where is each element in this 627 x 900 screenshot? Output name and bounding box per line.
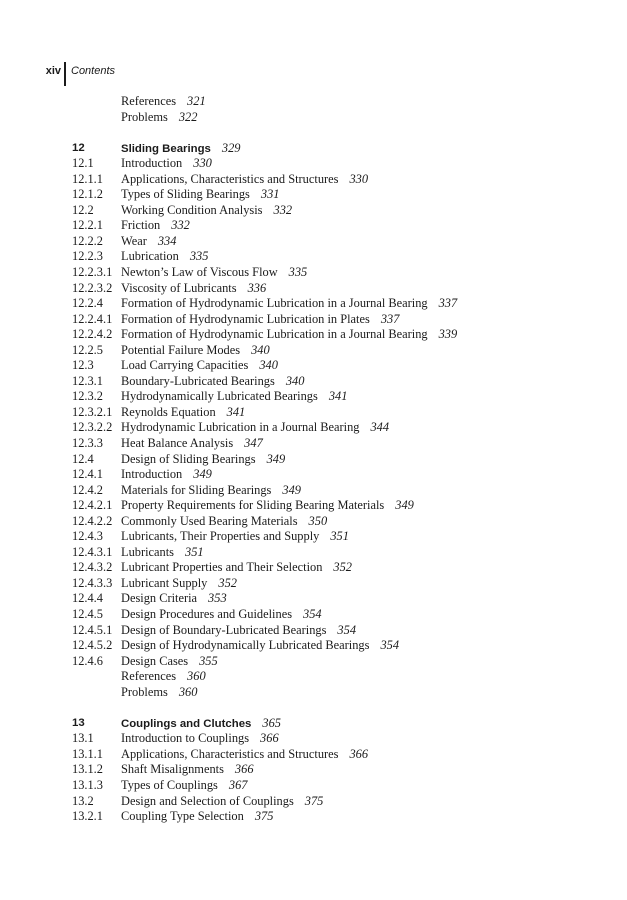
toc-entry-text — [121, 94, 206, 110]
toc-entry-text — [121, 389, 347, 405]
toc-entry-number: 12.3 — [72, 358, 94, 373]
toc-entry[interactable] — [72, 203, 612, 219]
toc-entry-page: 340 — [285, 373, 305, 388]
running-title: Contents — [71, 65, 116, 77]
toc-entry-page: 354 — [303, 607, 322, 621]
toc-entry-text — [121, 576, 237, 592]
toc-entry-number: 12.3.2 — [72, 389, 103, 404]
toc-entry-page: 337 — [380, 311, 400, 326]
toc-entry[interactable] — [72, 591, 612, 607]
toc-entry-number: 12.3.2.2 — [72, 420, 113, 435]
page-header — [0, 62, 627, 86]
toc-entry-title: References — [121, 94, 177, 108]
toc-entry-number: 12.3.3 — [72, 435, 103, 450]
toc-entry-title: Introduction to Couplings — [121, 731, 250, 746]
toc-entry-text — [121, 234, 176, 250]
toc-entry[interactable] — [72, 249, 612, 265]
toc-entry[interactable] — [72, 498, 612, 514]
toc-entry[interactable] — [72, 312, 612, 328]
toc-entry-text — [121, 187, 279, 203]
toc-entry[interactable] — [72, 545, 612, 561]
toc-entry-title: Lubricants, Their Properties and Supply — [121, 529, 320, 544]
toc-entry-page: 335 — [189, 249, 209, 264]
toc-entry-page: 341 — [226, 404, 246, 419]
toc-entry-text — [121, 607, 322, 623]
toc-entry-text — [121, 452, 285, 468]
toc-entry-page: 340 — [251, 342, 270, 357]
toc-entry-page: 337 — [438, 296, 458, 311]
toc-entry[interactable] — [72, 327, 612, 343]
toc-entry-title: Load Carrying Capacities — [121, 358, 249, 373]
toc-entry-page: 331 — [260, 187, 280, 202]
toc-entry-title: Sliding Bearings — [121, 142, 211, 155]
toc-entry-title: Design Cases — [121, 653, 189, 668]
toc-entry-title: Reynolds Equation — [121, 404, 216, 419]
toc-entry-number: 12.2.1 — [72, 218, 103, 233]
toc-entry-page: 375 — [254, 809, 274, 824]
toc-entry-number: 12.4.2 — [72, 482, 103, 497]
toc-entry-number: 12.4.5.2 — [72, 638, 113, 653]
toc-entry-title: Potential Failure Modes — [121, 342, 241, 357]
toc-entry-page: 322 — [178, 109, 198, 124]
toc-entry-title: Viscosity of Lubricants — [121, 280, 237, 295]
toc-entry-text — [121, 731, 279, 747]
toc-entry-text — [121, 436, 263, 452]
toc-entry[interactable] — [72, 576, 612, 592]
toc-entry-text — [121, 156, 212, 172]
toc-entry-page: 332 — [273, 202, 293, 217]
toc-entry[interactable] — [72, 560, 612, 576]
toc-entry-number: 13.2.1 — [72, 809, 103, 824]
toc-entry[interactable] — [72, 110, 612, 126]
toc-entry-text — [121, 343, 270, 359]
toc-entry-text — [121, 809, 273, 825]
toc-entry[interactable] — [72, 483, 612, 499]
toc-entry-text — [121, 467, 212, 483]
toc-entry-page: 344 — [370, 420, 390, 435]
toc-entry-title: Design of Sliding Bearings — [121, 451, 256, 466]
toc-entry-text — [121, 498, 414, 514]
toc-entry-page: 349 — [193, 467, 212, 482]
toc-entry-page: 353 — [208, 591, 227, 606]
toc-entry-title: Formation of Hydrodynamic Lubrication in a Journal Bearing — [121, 327, 428, 342]
toc-entry-title: References — [121, 669, 177, 684]
toc-chapter-heading[interactable] — [72, 141, 612, 157]
toc-entry-page: 354 — [337, 622, 357, 637]
toc-entry[interactable] — [72, 529, 612, 545]
toc-entry-title: Hydrodynamic Lubrication in a Journal Bearing — [121, 420, 360, 435]
toc-entry-text — [121, 685, 197, 701]
toc-entry-title: Types of Sliding Bearings — [121, 187, 250, 202]
toc-entry[interactable] — [72, 281, 612, 297]
toc-entry-number: 12.4 — [72, 451, 94, 466]
toc-entry-title: Design and Selection of Couplings — [121, 793, 294, 808]
toc-entry-text — [121, 762, 254, 778]
toc-entry-number: 12.3.2.1 — [72, 404, 113, 419]
toc-entry-number: 12.4.1 — [72, 467, 103, 482]
toc-entry-title: Lubrication — [121, 249, 179, 264]
toc-entry-number: 12.2 — [72, 202, 94, 217]
toc-entry-number: 12.1.2 — [72, 187, 103, 202]
toc-entry-number: 12.2.3.2 — [72, 280, 113, 295]
toc-entry-number: 12.4.3 — [72, 529, 103, 544]
toc-entry-title: Friction — [121, 218, 161, 233]
toc-entry-number: 12.2.3 — [72, 249, 103, 264]
toc-entry-text — [121, 327, 457, 343]
toc-entry-title: Formation of Hydrodynamic Lubrication in Plates — [121, 311, 370, 326]
toc-entry-number: 13 — [72, 716, 85, 729]
toc-entry-text — [121, 747, 368, 763]
toc-entry-page: 339 — [438, 327, 458, 342]
toc-entry-page: 351 — [185, 544, 204, 559]
toc-entry-text — [121, 312, 399, 328]
toc-entry-text — [121, 374, 304, 390]
toc-entry[interactable] — [72, 794, 612, 810]
toc-entry-title: Property Requirements for Sliding Bearing Materials — [121, 498, 385, 513]
toc-entry-text — [121, 545, 204, 561]
toc-entry-title: Lubricant Properties and Their Selection — [121, 560, 323, 575]
toc-entry-page: 334 — [157, 233, 177, 248]
toc-entry-number: 12.4.5.1 — [72, 622, 113, 637]
toc-entry-page: 375 — [304, 793, 324, 808]
toc-entry-number: 13.2 — [72, 793, 94, 808]
toc-entry-page: 341 — [328, 389, 348, 404]
toc-entry-text — [121, 669, 206, 685]
toc-entry-number: 12.2.2 — [72, 233, 103, 248]
toc-entry[interactable] — [72, 218, 612, 234]
toc-entry-title: Lubricants — [121, 544, 174, 559]
toc-entry[interactable] — [72, 669, 612, 685]
toc-entry-title: Heat Balance Analysis — [121, 435, 234, 450]
toc-entry-text — [121, 141, 240, 158]
toc-entry-page: 330 — [349, 171, 369, 186]
toc-entry[interactable] — [72, 94, 612, 110]
toc-entry-title: Design of Boundary-Lubricated Bearings — [121, 622, 327, 637]
toc-entry-title: Boundary-Lubricated Bearings — [121, 373, 275, 388]
toc-entry[interactable] — [72, 467, 612, 483]
toc-entry-number: 12.1.1 — [72, 171, 103, 186]
toc-entry[interactable] — [72, 296, 612, 312]
toc-entry-page: 365 — [262, 715, 281, 730]
toc-entry-text — [121, 405, 245, 421]
toc-entry-number: 12.2.3.1 — [72, 264, 113, 279]
toc-entry-title: Problems — [121, 109, 168, 124]
toc-entry-text — [121, 560, 352, 576]
toc-entry-title: Materials for Sliding Bearings — [121, 482, 272, 497]
toc-entry-page: 350 — [308, 513, 328, 528]
toc-entry-text — [121, 483, 301, 499]
toc-entry-page: 336 — [247, 280, 267, 295]
toc-entry-title: Lubricant Supply — [121, 575, 208, 590]
toc-entry[interactable] — [72, 514, 612, 530]
toc-entry-title: Design of Hydrodynamically Lubricated Bearings — [121, 638, 370, 653]
table-of-contents — [72, 94, 612, 825]
toc-entry-title: Applications, Characteristics and Structures — [121, 746, 339, 761]
toc-entry-text — [121, 529, 349, 545]
toc-entry[interactable] — [72, 638, 612, 654]
toc-entry-text — [121, 296, 457, 312]
toc-entry-page: 349 — [266, 451, 286, 466]
toc-entry-number: 13.1.3 — [72, 777, 103, 792]
toc-entry-page: 360 — [187, 669, 206, 684]
toc-entry[interactable] — [72, 607, 612, 623]
toc-entry-page: 351 — [330, 529, 349, 544]
toc-entry[interactable] — [72, 358, 612, 374]
toc-entry[interactable] — [72, 156, 612, 172]
toc-entry-page: 321 — [187, 94, 206, 108]
toc-entry-page: 366 — [234, 762, 254, 777]
toc-entry-title: Working Condition Analysis — [121, 202, 263, 217]
toc-entry-title: Applications, Characteristics and Structures — [121, 171, 339, 186]
toc-entry-text — [121, 623, 356, 639]
toc-entry-number: 13.1.1 — [72, 746, 103, 761]
toc-entry[interactable] — [72, 234, 612, 250]
toc-entry-text — [121, 420, 389, 436]
toc-entry-title: Coupling Type Selection — [121, 809, 244, 824]
toc-entry[interactable] — [72, 420, 612, 436]
toc-entry-text — [121, 203, 292, 219]
toc-entry-number: 12.2.5 — [72, 342, 103, 357]
toc-entry-text — [121, 794, 323, 810]
toc-entry-number: 12.2.4 — [72, 296, 103, 311]
toc-entry-number: 12 — [72, 141, 85, 154]
toc-entry-number: 12.4.3.2 — [72, 560, 113, 575]
toc-entry-number: 12.4.4 — [72, 591, 103, 606]
toc-entry-title: Problems — [121, 684, 168, 699]
toc-entry[interactable] — [72, 436, 612, 452]
toc-entry[interactable] — [72, 731, 612, 747]
toc-entry-title: Design Criteria — [121, 591, 198, 606]
toc-entry[interactable] — [72, 187, 612, 203]
toc-entry-page: 332 — [171, 218, 190, 233]
toc-entry-page: 367 — [228, 777, 248, 792]
toc-entry-page: 347 — [244, 435, 263, 450]
toc-entry-title: Types of Couplings — [121, 777, 218, 792]
toc-entry[interactable] — [72, 778, 612, 794]
toc-entry-text — [121, 716, 281, 733]
toc-entry-number: 12.4.2.2 — [72, 513, 113, 528]
toc-entry-page: 329 — [221, 140, 241, 155]
toc-entry-page: 352 — [218, 575, 237, 590]
toc-entry-page: 330 — [193, 156, 212, 171]
toc-entry-text — [121, 172, 368, 188]
toc-entry-text — [121, 591, 227, 607]
toc-entry-number: 12.3.1 — [72, 373, 103, 388]
toc-entry-number: 12.2.4.1 — [72, 311, 113, 326]
toc-entry-page: 360 — [178, 684, 198, 699]
toc-chapter-heading[interactable] — [72, 716, 612, 732]
header-divider — [64, 62, 66, 86]
toc-entry-text — [121, 265, 307, 281]
toc-entry-text — [121, 281, 266, 297]
toc-entry-text — [121, 249, 208, 265]
toc-entry-text — [121, 778, 247, 794]
toc-entry[interactable] — [72, 374, 612, 390]
toc-entry-title: Couplings and Clutches — [121, 717, 252, 730]
toc-entry-title: Introduction — [121, 156, 183, 171]
toc-entry[interactable] — [72, 654, 612, 670]
toc-entry[interactable] — [72, 343, 612, 359]
toc-entry-title: Introduction — [121, 467, 183, 482]
toc-entry[interactable] — [72, 685, 612, 701]
toc-entry[interactable] — [72, 405, 612, 421]
toc-entry-title: Formation of Hydrodynamic Lubrication in a Journal Bearing — [121, 296, 428, 311]
toc-entry-number: 12.4.5 — [72, 607, 103, 621]
toc-entry-page: 352 — [333, 560, 352, 575]
toc-entry-title: Wear — [121, 233, 147, 248]
toc-entry-text — [121, 638, 399, 654]
toc-entry[interactable] — [72, 762, 612, 778]
toc-entry-number: 13.1.2 — [72, 762, 103, 777]
toc-entry[interactable] — [72, 265, 612, 281]
toc-entry-title: Commonly Used Bearing Materials — [121, 513, 298, 528]
toc-entry-text — [121, 654, 218, 670]
page-number: xiv — [45, 65, 61, 77]
toc-entry[interactable] — [72, 747, 612, 763]
toc-entry-title: Design Procedures and Guidelines — [121, 607, 293, 621]
toc-entry-number: 12.4.2.1 — [72, 498, 113, 513]
toc-entry-page: 355 — [199, 653, 218, 668]
toc-entry-text — [121, 218, 190, 234]
toc-entry-page: 366 — [260, 731, 279, 746]
toc-entry-number: 13.1 — [72, 731, 94, 746]
toc-entry-page: 349 — [282, 482, 301, 497]
toc-entry-title: Newton’s Law of Viscous Flow — [121, 264, 278, 279]
toc-entry[interactable] — [72, 172, 612, 188]
toc-entry-number: 12.2.4.2 — [72, 327, 113, 342]
toc-entry-title: Hydrodynamically Lubricated Bearings — [121, 389, 318, 404]
toc-entry[interactable] — [72, 389, 612, 405]
toc-entry-page: 335 — [288, 264, 308, 279]
toc-entry-page: 354 — [380, 638, 400, 653]
toc-entry[interactable] — [72, 452, 612, 468]
toc-entry-number: 12.4.6 — [72, 653, 103, 668]
toc-entry-title: Shaft Misalignments — [121, 762, 224, 777]
toc-entry-page: 340 — [259, 358, 278, 373]
toc-entry-number: 12.4.3.1 — [72, 544, 113, 559]
toc-entry-text — [121, 514, 327, 530]
toc-entry-page: 349 — [395, 498, 414, 513]
toc-entry-text — [121, 110, 197, 126]
toc-entry-page: 366 — [349, 746, 369, 761]
toc-entry[interactable] — [72, 809, 612, 825]
toc-entry-text — [121, 358, 278, 374]
toc-entry[interactable] — [72, 623, 612, 639]
toc-entry-number: 12.4.3.3 — [72, 575, 113, 590]
toc-entry-number: 12.1 — [72, 156, 94, 171]
